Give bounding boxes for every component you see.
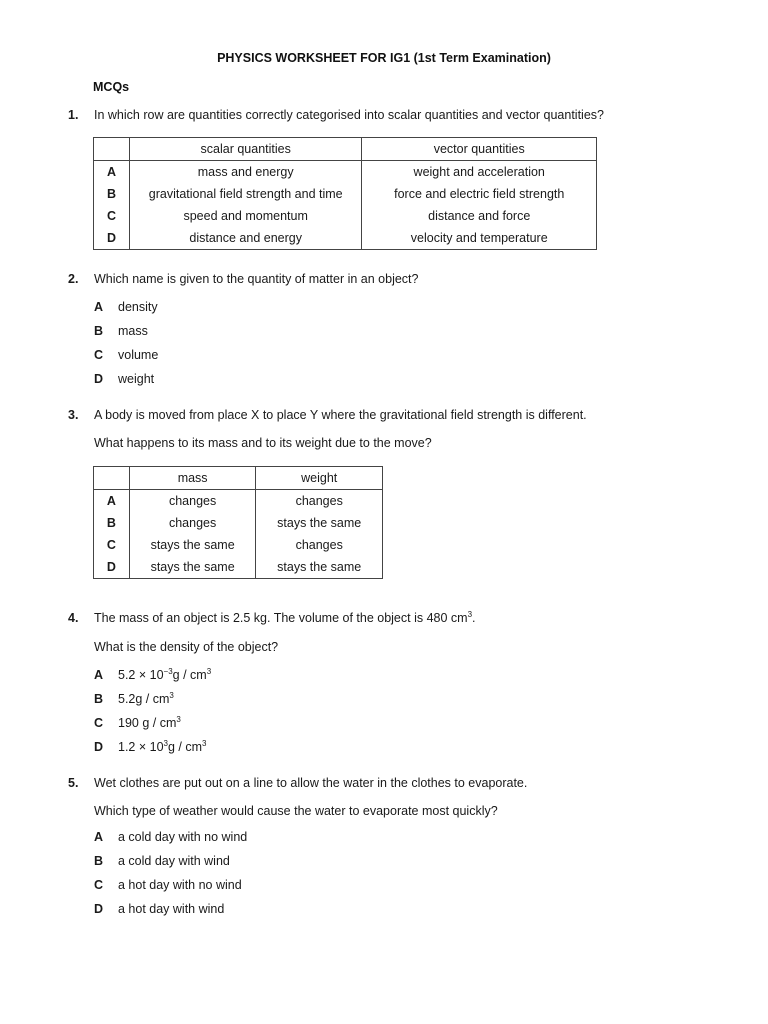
- option-b: [94, 692, 174, 706]
- question-1-table: [93, 137, 597, 250]
- option-letter: B: [94, 692, 104, 706]
- question-text: Which name is given to the quantity of matter in an object?: [94, 272, 419, 286]
- question-subtext: What is the density of the object?: [94, 640, 279, 654]
- option-text: density: [118, 300, 158, 314]
- table-row: [94, 490, 383, 513]
- table-cell: force and electric field strength: [362, 183, 597, 205]
- question-subtext: Which type of weather would cause the water to evaporate most quickly?: [94, 804, 498, 818]
- option-text: 5.2 × 10: [118, 668, 164, 682]
- table-cell: speed and momentum: [129, 205, 362, 227]
- table-row: [94, 227, 597, 250]
- row-letter: C: [94, 205, 130, 227]
- table-cell: distance and force: [362, 205, 597, 227]
- option-text: 190 g / cm: [118, 716, 177, 730]
- option-text: 5.2g / cm: [118, 692, 170, 706]
- row-letter: A: [94, 490, 130, 513]
- superscript: 3: [202, 739, 207, 748]
- question-text-end: .: [472, 611, 476, 625]
- option-letter: B: [94, 854, 104, 868]
- table-corner: [94, 138, 130, 161]
- question-subtext: What happens to its mass and to its weight due to the move?: [94, 436, 432, 450]
- table-header: mass: [129, 467, 256, 490]
- option-c: [94, 348, 158, 362]
- table-cell: stays the same: [256, 512, 383, 534]
- superscript: 3: [467, 610, 473, 619]
- option-letter: A: [94, 668, 104, 682]
- option-d: [94, 372, 154, 386]
- option-letter: A: [94, 830, 104, 844]
- table-cell: changes: [256, 534, 383, 556]
- option-letter: A: [94, 300, 104, 314]
- option-text: a cold day with wind: [118, 854, 230, 868]
- option-text: weight: [118, 372, 155, 386]
- question-number: 1.: [68, 108, 79, 122]
- question-number: 3.: [68, 408, 79, 422]
- question-text: A body is moved from place X to place Y where the gravitational field strength is different.: [94, 408, 587, 422]
- row-letter: B: [94, 183, 130, 205]
- option-letter: C: [94, 878, 104, 892]
- superscript: 3: [169, 691, 174, 700]
- table-row: [94, 183, 597, 205]
- question-number: 5.: [68, 776, 79, 790]
- option-text: a hot day with wind: [118, 902, 225, 916]
- option-text: a cold day with no wind: [118, 830, 248, 844]
- table-header: vector quantities: [362, 138, 597, 161]
- question-text: In which row are quantities correctly categorised into scalar quantities and vector quantities?: [94, 108, 604, 122]
- table-cell: stays the same: [129, 556, 256, 579]
- page-title: PHYSICS WORKSHEET FOR IG1 (1st Term Examination): [217, 51, 551, 65]
- table-row: [94, 512, 383, 534]
- table-cell: changes: [256, 490, 383, 513]
- table-cell: gravitational field strength and time: [129, 183, 362, 205]
- option-text: g / cm: [172, 668, 207, 682]
- question-text-main: The mass of an object is 2.5 kg. The volume of the object is 480 cm: [94, 611, 468, 625]
- option-text: 1.2 × 10: [118, 740, 164, 754]
- option-a: [94, 830, 247, 844]
- option-letter: B: [94, 324, 104, 338]
- table-cell: mass and energy: [129, 161, 362, 184]
- superscript: 3: [176, 715, 181, 724]
- option-b: [94, 324, 148, 338]
- row-letter: B: [94, 512, 130, 534]
- option-d: [94, 740, 206, 754]
- option-d: [94, 902, 224, 916]
- table-cell: velocity and temperature: [362, 227, 597, 250]
- row-letter: D: [94, 556, 130, 579]
- row-letter: A: [94, 161, 130, 184]
- question-number: 2.: [68, 272, 79, 286]
- option-letter: D: [94, 902, 104, 916]
- option-text: g / cm: [167, 740, 203, 754]
- option-c: [94, 716, 181, 730]
- table-cell: distance and energy: [129, 227, 362, 250]
- table-cell: stays the same: [256, 556, 383, 579]
- table-cell: stays the same: [129, 534, 256, 556]
- option-a: [94, 668, 211, 682]
- table-header: scalar quantities: [129, 138, 362, 161]
- table-cell: weight and acceleration: [362, 161, 597, 184]
- option-text: mass: [118, 324, 148, 338]
- option-letter: C: [94, 348, 104, 362]
- option-a: [94, 300, 158, 314]
- table-row: [94, 161, 597, 184]
- option-b: [94, 854, 230, 868]
- table-row: [94, 534, 383, 556]
- option-c: [94, 878, 242, 892]
- question-text: [94, 611, 476, 625]
- table-corner: [94, 467, 130, 490]
- row-letter: C: [94, 534, 130, 556]
- option-letter: D: [94, 740, 104, 754]
- table-row: [94, 205, 597, 227]
- option-letter: C: [94, 716, 104, 730]
- superscript: 3: [206, 667, 212, 676]
- option-text: volume: [118, 348, 159, 362]
- row-letter: D: [94, 227, 130, 250]
- table-header: weight: [256, 467, 383, 490]
- section-heading: MCQs: [93, 80, 130, 94]
- question-number: 4.: [68, 611, 79, 625]
- table-row: [94, 556, 383, 579]
- option-letter: D: [94, 372, 104, 386]
- table-cell: changes: [129, 512, 256, 534]
- table-cell: changes: [129, 490, 256, 513]
- superscript: 3: [163, 739, 168, 748]
- superscript: −3: [163, 667, 173, 676]
- question-3-table: [93, 466, 383, 579]
- question-text: Wet clothes are put out on a line to allow the water in the clothes to evaporate.: [94, 776, 528, 790]
- option-text: a hot day with no wind: [118, 878, 242, 892]
